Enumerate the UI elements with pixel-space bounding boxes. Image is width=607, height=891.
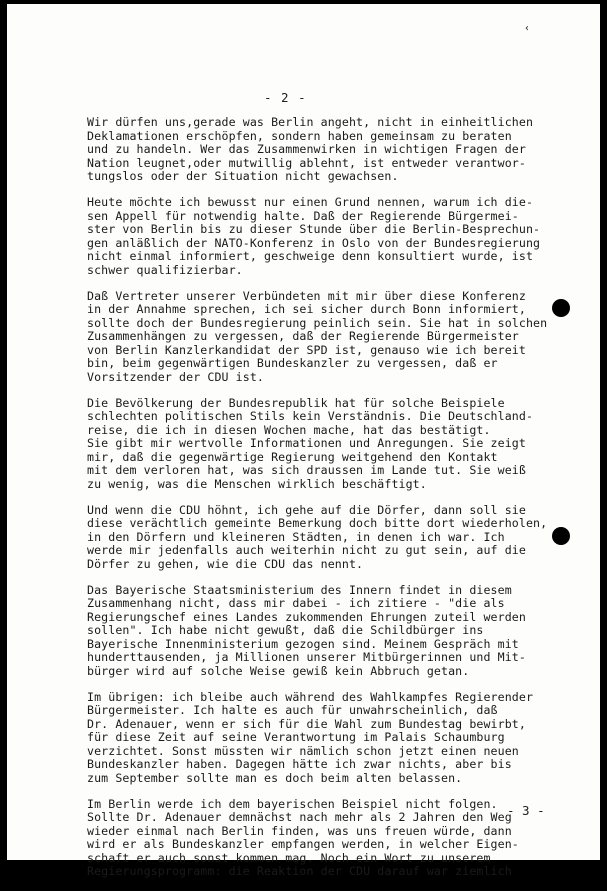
text-line: Bundeskanzler haben. Dagegen hätte ich zwar nichts, aber bis xyxy=(87,757,512,771)
text-line: und zu handeln. Wer das Zusammenwirken in wichtigen Fragen der xyxy=(87,142,526,156)
text-line: Zusammenhang nicht, dass mir dabei - ich zitiere - "die als xyxy=(87,596,505,610)
corner-mark: ‹ xyxy=(524,23,531,34)
text-line: Heute möchte ich bewusst nur einen Grund nennen, warum ich die- xyxy=(87,195,534,209)
text-line: zu wenig, was die Menschen wirklich beschäftigt. xyxy=(87,476,427,491)
text-line: sollen". Ich habe nicht gewußt, daß die Schildbürger ins xyxy=(87,623,484,637)
text-line: Bayerische Innenministerium gezogen sind. Meinem Gespräch mit xyxy=(87,636,519,651)
text-line: Regierungschef eines Landes zukommenden Ehrungen zuteil werden xyxy=(87,609,526,624)
text-line: für diese Zeit auf seine Verantwortung im Palais Schaumburg xyxy=(87,730,505,744)
text-line: tungslos oder der Situation nicht gewachsen. xyxy=(87,169,399,183)
text-line: Und wenn die CDU höhnt, ich gehe auf die Dörfer, dann soll sie xyxy=(87,502,526,517)
next-page-marker: - 3 - xyxy=(507,803,545,818)
text-line: Dr. Adenauer, wenn er sich für die Wahl zum Bundestag bewirbt, xyxy=(87,716,526,731)
text-line: Deklamationen erschöpfen, sondern haben gemeinsam zu beraten xyxy=(87,128,512,143)
text-line: verzichtet. Sonst müssten wir nämlich schon jetzt einen neuen xyxy=(87,743,519,758)
text-line: sen Appell für notwendig halte. Daß der Regierende Bürgermei- xyxy=(87,208,519,223)
text-line: Die Bevölkerung der Bundesrepublik hat für solche Beispiele xyxy=(87,395,505,410)
text-line: bin, beim gegenwärtigen Bundeskanzler zu vergessen, daß er xyxy=(87,356,498,370)
text-line: Im übrigen: ich bleibe auch während des Wahlkampfes Regierender xyxy=(87,689,534,704)
paragraph xyxy=(87,397,557,492)
text-line: Regierungsprogramm: die Reaktion der CDU darauf war ziemlich xyxy=(87,864,512,878)
text-line: hunderttausenden, ja Millionen unserer Mitbürgerinnen und Mit- xyxy=(87,650,526,664)
text-line: mir, daß die gegenwärtige Regierung weitgehend den Kontakt xyxy=(87,449,498,464)
text-line: werde mir jedenfalls auch weiterhin nicht zu gut sein, auf die xyxy=(87,543,526,557)
text-line: Sie gibt mir wertvolle Informationen und Anregungen. Sie zeigt xyxy=(87,436,526,450)
text-line: Das Bayerische Staatsministerium des Innern findet in diesem xyxy=(87,582,512,597)
paragraph xyxy=(87,504,557,572)
text-line: Sollte Dr. Adenauer demnächst nach mehr als 2 Jahren den Weg xyxy=(87,810,512,824)
text-line: schwer qualifizierbar. xyxy=(87,262,243,277)
paragraph xyxy=(87,691,557,786)
text-line: Vorsitzender der CDU ist. xyxy=(87,369,265,384)
text-line: Zusammenhängen zu vergessen, daß der Regierende Bürgermeister xyxy=(87,329,519,343)
text-line: mit dem verloren hat, was sich draussen im Lande tut. Sie weiß xyxy=(87,463,526,477)
text-line: schaft er auch sonst kommen mag. Noch ein Wort zu unserem xyxy=(87,850,491,865)
text-line: zum September sollte man es doch beim alten belassen. xyxy=(87,770,463,785)
text-line: in der Annahme sprechen, ich sei sicher durch Bonn informiert, xyxy=(87,302,526,316)
paragraph xyxy=(87,798,557,879)
text-line: Dörfer zu gehen, wie die CDU das nennt. xyxy=(87,556,364,571)
document-page xyxy=(7,4,600,878)
letter-body xyxy=(87,116,557,891)
text-line: nicht einmal informiert, geschweige denn konsultiert wurde, ist xyxy=(87,249,534,263)
paragraph xyxy=(87,290,557,385)
text-line: gen anläßlich der NATO-Konferenz in Oslo von der Bundesregierung xyxy=(87,235,541,250)
text-line: reise, die ich in diesen Wochen mache, hat das bestätigt. xyxy=(87,422,491,437)
paragraph xyxy=(87,116,557,184)
text-line: Nation leugnet,oder mutwillig ablehnt, ist entweder verantwor- xyxy=(87,155,526,170)
text-line: in den Dörfern und kleineren Städten, in denen ich war. Ich xyxy=(87,529,505,544)
text-line: Bürgermeister. Ich halte es auch für unwahrscheinlich, daß xyxy=(87,703,498,717)
page-number: - 2 - xyxy=(264,90,307,105)
text-line: Daß Vertreter unserer Verbündeten mit mir über diese Konferenz xyxy=(87,288,526,303)
paragraph xyxy=(87,196,557,277)
text-line: Wir dürfen uns,gerade was Berlin angeht, nicht in einheitlichen xyxy=(87,115,534,129)
text-line: wieder einmal nach Berlin finden, was uns freuen würde, dann xyxy=(87,823,512,838)
text-line: sollte doch der Bundesregierung peinlich sein. Sie hat in solchen xyxy=(87,315,548,330)
text-line: schlechten politischen Stils kein Verständnis. Die Deutschland- xyxy=(87,409,534,423)
text-line: bürger wird auf solche Weise gewiß kein Abbruch getan. xyxy=(87,663,470,678)
text-line: diese verächtlich gemeinte Bemerkung doch bitte dort wiederholen, xyxy=(87,516,548,530)
text-line: Im Berlin werde ich dem bayerischen Beispiel nicht folgen. xyxy=(87,796,498,811)
text-line: von Berlin Kanzlerkandidat der SPD ist, genauso wie ich bereit xyxy=(87,342,526,357)
text-line: ster von Berlin bis zu dieser Stunde über die Berlin-Besprechun- xyxy=(87,222,541,236)
paragraph xyxy=(87,584,557,679)
text-line: wird er als Bundeskanzler empfangen werden, in welcher Eigen- xyxy=(87,837,519,851)
